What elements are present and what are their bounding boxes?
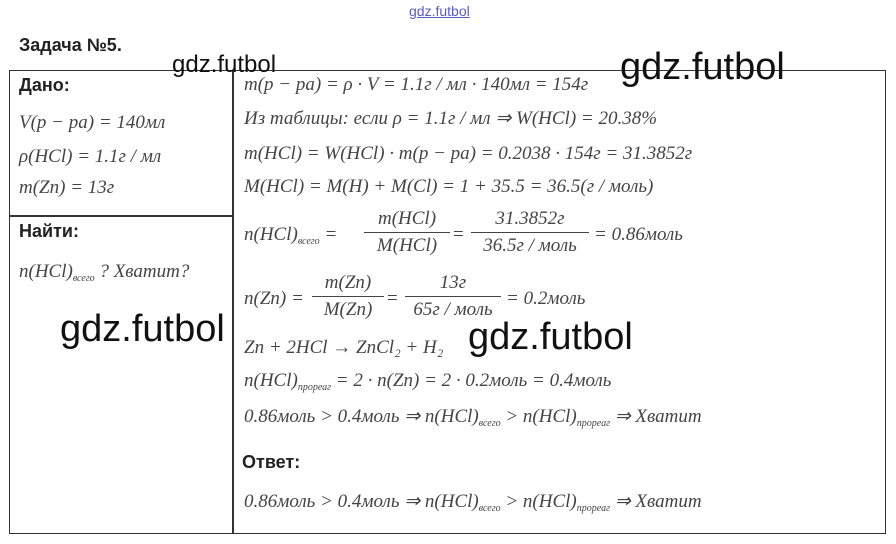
- fraction-numerator: 13г: [439, 272, 467, 293]
- fraction: [364, 208, 450, 257]
- watermark: gdz.futbol: [620, 46, 785, 88]
- watermark: gdz.futbol: [172, 51, 277, 78]
- given-line: ρ(HCl) = 1.1г / мл: [19, 146, 162, 167]
- problem-title: Задача №5.: [19, 35, 122, 55]
- solution-table: [9, 70, 886, 534]
- fraction: [471, 208, 589, 257]
- solution-line: $n(HCl)_{прореаг} = 2 \cdot n(Zn) = 2$ · 0.2моль = 0.4моль: [244, 370, 612, 393]
- solution-line: 0.86моль > 0.4моль ⇒ $n(HCl)_{всего} > n(HCl)_{прореаг}$ ⇒ Хватит: [244, 406, 702, 429]
- fraction-result: = 0.86моль: [594, 224, 683, 245]
- find-label: Найти:: [19, 221, 79, 241]
- column-divider: [232, 71, 234, 533]
- fraction-numerator: m(Zn): [324, 272, 372, 293]
- solution-line: m(р − ра) = ρ · V = 1.1г / мл · 140мл = 154г: [244, 74, 589, 95]
- given-line: m(Zn) = 13г: [19, 177, 115, 198]
- site-link[interactable]: gdz.futbol: [409, 3, 470, 19]
- fraction-denominator: 65г / моль: [405, 296, 501, 321]
- fraction-denominator: M(HCl): [364, 232, 450, 257]
- fraction-numerator: 31.3852г: [495, 208, 565, 229]
- fraction-denominator: 36.5г / моль: [471, 232, 589, 257]
- fraction: [312, 272, 384, 321]
- given-label: Дано:: [19, 75, 70, 95]
- reaction-equation: Zn + 2HCl → ZnCl₂ + H₂: [244, 337, 444, 358]
- fraction-numerator: m(HCl): [377, 208, 437, 229]
- solution-line: Из таблицы: если ρ = 1.1г / мл ⇒ W(HCl) = 20.38%: [244, 108, 658, 129]
- fraction-denominator: M(Zn): [312, 296, 384, 321]
- equals-sign: =: [453, 224, 464, 245]
- fraction-lhs: n(Zn) =: [244, 288, 304, 309]
- answer-line: 0.86моль > 0.4моль ⇒ $n(HCl)_{всего} > n(HCl)_{прореаг}$ ⇒ Хватит: [244, 491, 702, 514]
- answer-label: Ответ:: [242, 452, 301, 472]
- fraction: [405, 272, 501, 321]
- solution-line: M(HCl) = M(H) + M(Cl) = 1 + 35.5 = 36.5(г / моль): [244, 176, 654, 197]
- fraction-lhs: $n(HCl)_{всего}$ =: [244, 224, 338, 247]
- row-divider: [10, 215, 233, 217]
- solution-line: m(HCl) = W(HCl) · m(р − ра) = 0.2038 · 154г = 31.3852г: [244, 143, 693, 164]
- equals-sign: =: [387, 288, 398, 309]
- given-line: V(р − ра) = 140мл: [19, 112, 166, 133]
- watermark: gdz.futbol: [60, 308, 225, 350]
- watermark: gdz.futbol: [468, 316, 633, 358]
- fraction-result: = 0.2моль: [506, 288, 586, 309]
- find-line: $n(HCl)_{всего}$ ? Хватит?: [19, 261, 190, 284]
